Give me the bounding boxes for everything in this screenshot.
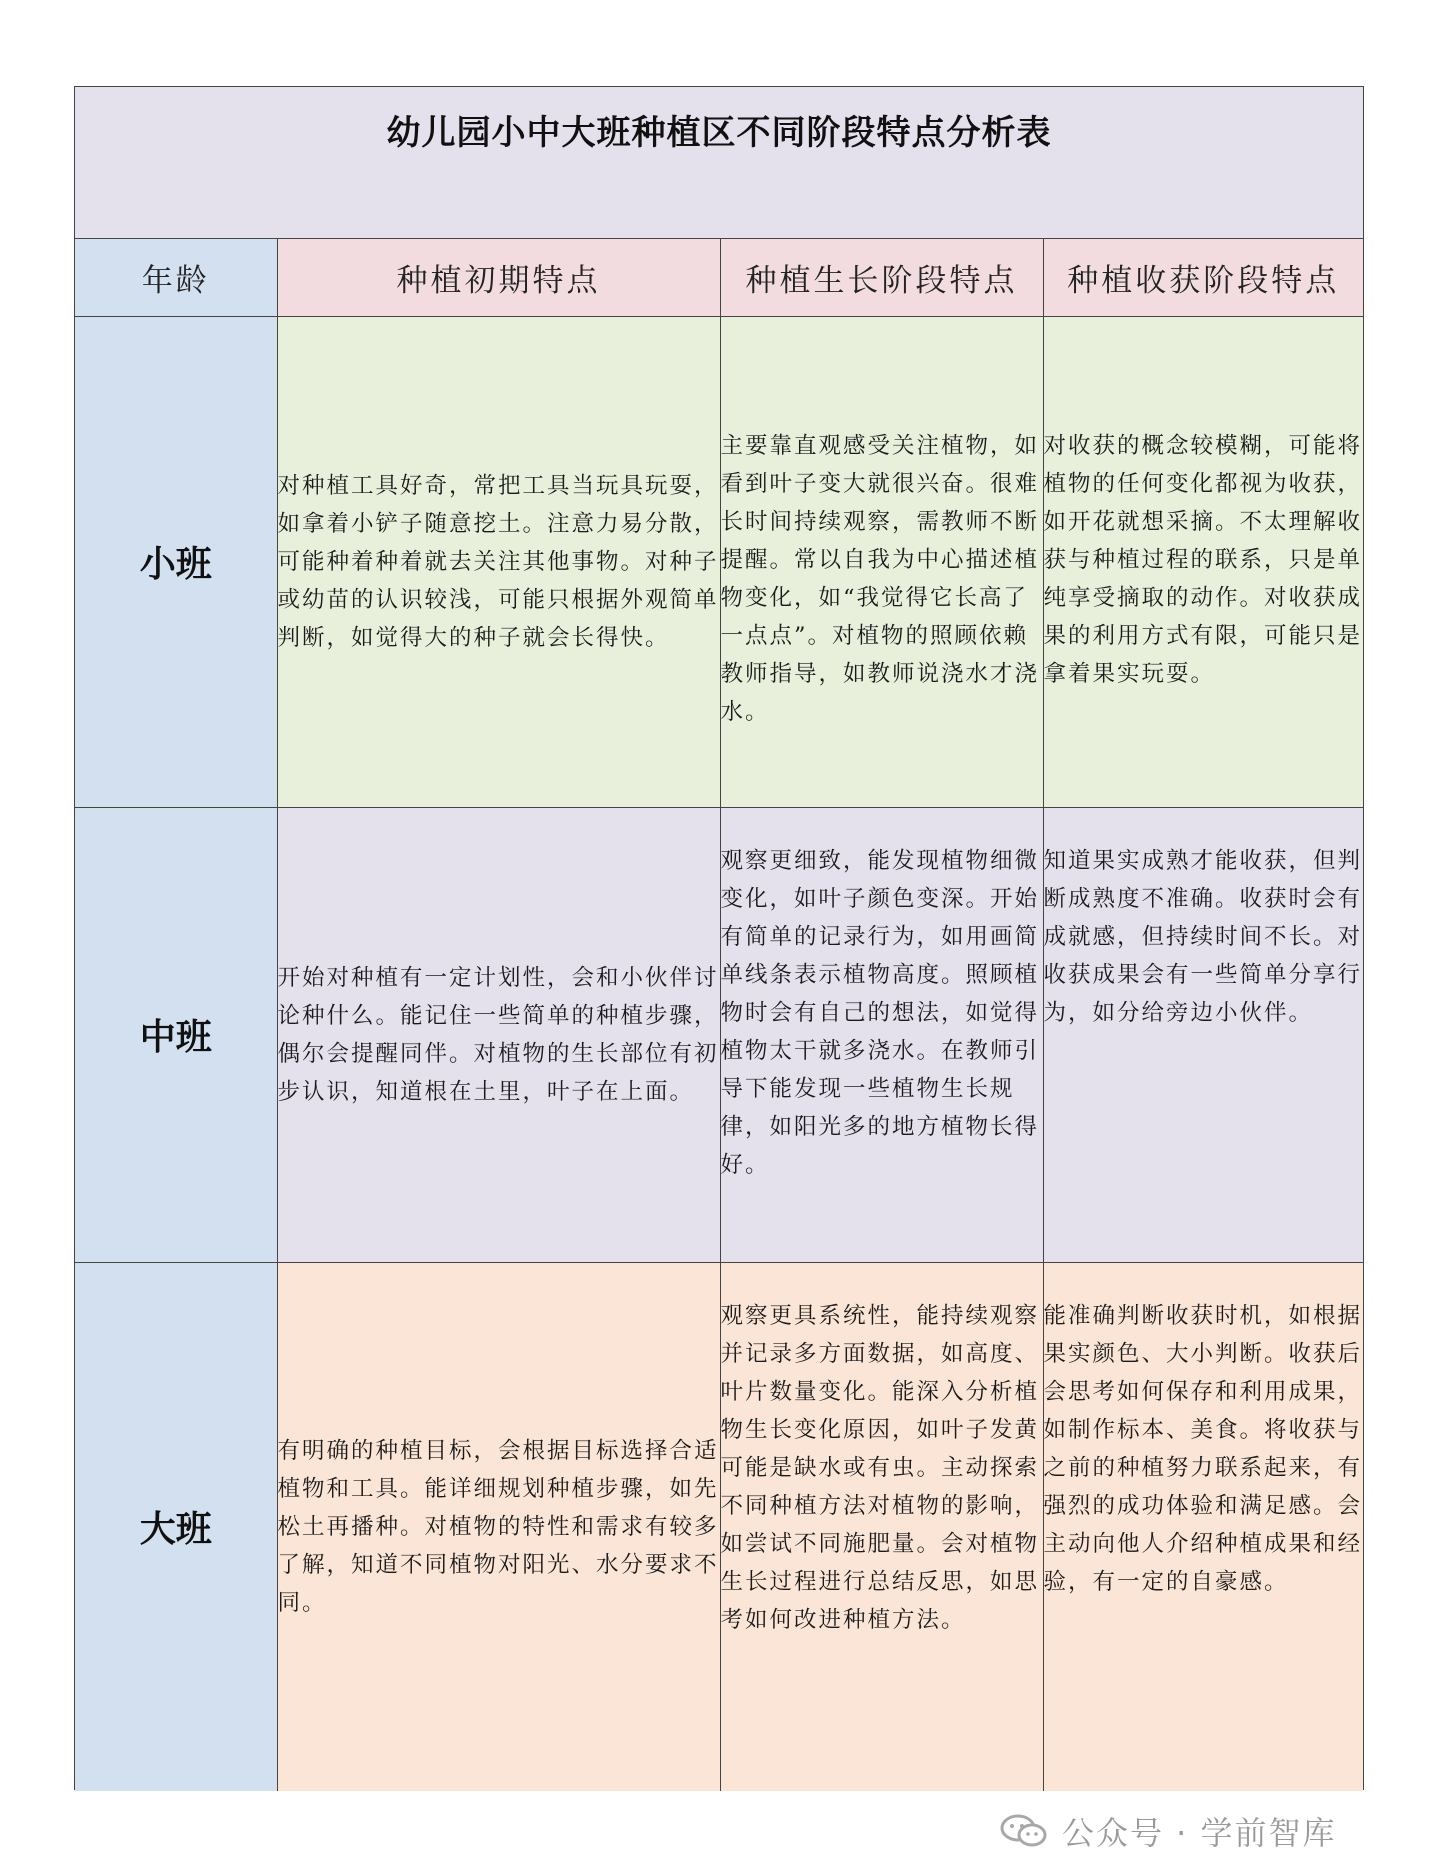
table-row-middle-class	[75, 807, 1363, 1262]
watermark-text: 公众号 · 学前智库	[1062, 1814, 1337, 1852]
cell-small-harvest: 对收获的概念较模糊，可能将植物的任何变化都视为收获，如开花就想采摘。不太理解收获与种植过程的联系，只是单纯享受摘取的动作。对收获成果的利用方式有限，可能只是拿着果实玩耍。	[1043, 316, 1363, 807]
cell-middle-growth: 观察更细致，能发现植物细微变化，如叶子颜色变深。开始有简单的记录行为，如用画简单线条表示植物高度。照顾植物时会有自己的想法，如觉得植物太干就多浇水。在教师引导下能发现一些植物生长规律，如阳光多的地方植物长得好。	[720, 807, 1043, 1262]
analysis-table	[75, 239, 1363, 1791]
age-label-big: 大班	[75, 1262, 277, 1791]
cell-small-growth: 主要靠直观感受关注植物，如看到叶子变大就很兴奋。很难长时间持续观察，需教师不断提醒。常以自我为中心描述植物变化，如“我觉得它长高了一点点”。对植物的照顾依赖教师指导，如教师说浇水才浇水。	[720, 316, 1043, 807]
header-age: 年龄	[75, 239, 277, 316]
header-growth-stage: 种植生长阶段特点	[720, 239, 1043, 316]
table-row-small-class	[75, 316, 1363, 807]
cell-big-initial: 有明确的种植目标，会根据目标选择合适植物和工具。能详细规划种植步骤，如先松土再播种。对植物的特性和需求有较多了解，知道不同植物对阳光、水分要求不同。	[277, 1262, 720, 1791]
table-header-row	[75, 239, 1363, 316]
cell-big-growth: 观察更具系统性，能持续观察并记录多方面数据，如高度、叶片数量变化。能深入分析植物生长变化原因，如叶子发黄可能是缺水或有虫。主动探索不同种植方法对植物的影响，如尝试不同施肥量。会对植物生长过程进行总结反思，如思考如何改进种植方法。	[720, 1262, 1043, 1791]
header-harvest-stage: 种植收获阶段特点	[1043, 239, 1363, 316]
cell-middle-initial: 开始对种植有一定计划性，会和小伙伴讨论种什么。能记住一些简单的种植步骤，偶尔会提醒同伴。对植物的生长部位有初步认识，知道根在土里，叶子在上面。	[277, 807, 720, 1262]
header-initial-stage: 种植初期特点	[277, 239, 720, 316]
age-label-middle: 中班	[75, 807, 277, 1262]
cell-middle-harvest: 知道果实成熟才能收获，但判断成熟度不准确。收获时会有成就感，但持续时间不长。对收获成果会有一些简单分享行为，如分给旁边小伙伴。	[1043, 807, 1363, 1262]
title-band	[75, 87, 1363, 239]
page-title: 幼儿园小中大班种植区不同阶段特点分析表	[386, 113, 1052, 153]
cell-small-initial: 对种植工具好奇，常把工具当玩具玩耍，如拿着小铲子随意挖土。注意力易分散，可能种着种着就去关注其他事物。对种子或幼苗的认识较浅，可能只根据外观简单判断，如觉得大的种子就会长得快。	[277, 316, 720, 807]
analysis-table-sheet	[74, 86, 1364, 1790]
table-row-big-class	[75, 1262, 1363, 1791]
watermark	[1000, 1808, 1337, 1854]
wechat-icon	[1000, 1814, 1048, 1848]
cell-big-harvest: 能准确判断收获时机，如根据果实颜色、大小判断。收获后会思考如何保存和利用成果，如制作标本、美食。将收获与之前的种植努力联系起来，有强烈的成功体验和满足感。会主动向他人介绍种植成果和经验，有一定的自豪感。	[1043, 1262, 1363, 1791]
age-label-small: 小班	[75, 316, 277, 807]
